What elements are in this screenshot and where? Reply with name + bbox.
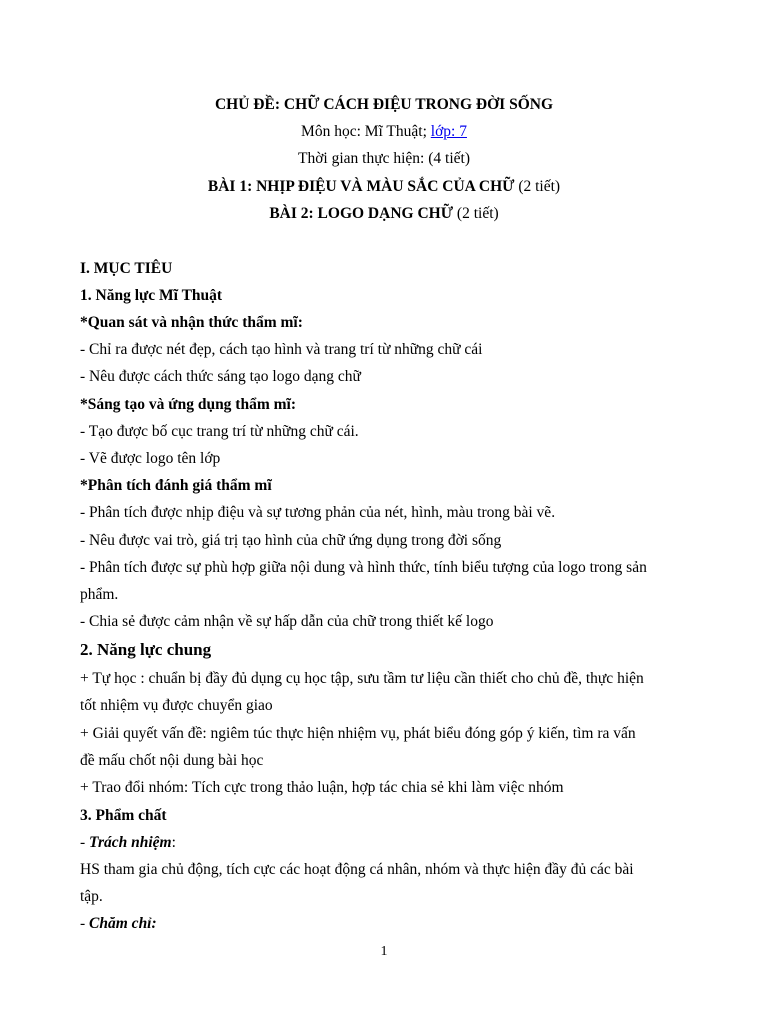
- lesson2-line: BÀI 2: LOGO DẠNG CHỮ (2 tiết): [269, 205, 499, 222]
- general-competence-heading: 2. Năng lực chung: [80, 640, 212, 659]
- list-item: - Nêu được vai trò, giá trị tạo hình của chữ ứng dụng trong đời sống: [80, 532, 502, 549]
- objectives-heading: I. MỤC TIÊU: [80, 260, 173, 277]
- list-item: - Nêu được cách thức sáng tạo logo dạng chữ: [80, 368, 361, 385]
- list-item: tốt nhiệm vụ được chuyển giao: [80, 697, 273, 714]
- list-item: + Giải quyết vấn đề: ngiêm túc thực hiện nhiệm vụ, phát biểu đóng góp ý kiến, tìm ra vấn: [80, 725, 636, 742]
- list-item: - Chia sẻ được cảm nhận về sự hấp dẫn của chữ trong thiết kế logo: [80, 613, 494, 630]
- list-item: - Tạo được bố cục trang trí từ những chữ cái.: [80, 423, 359, 440]
- list-item: - Vẽ được logo tên lớp: [80, 450, 221, 467]
- analyze-heading: *Phân tích đánh giá thẩm mĩ: [80, 477, 272, 494]
- page-number: 1: [380, 944, 388, 959]
- list-item: + Tự học : chuẩn bị đầy đủ dụng cụ học tập, sưu tầm tư liệu cần thiết cho chủ đề, thực hiện: [80, 670, 644, 687]
- list-item: phẩm.: [80, 586, 119, 603]
- topic-title: CHỦ ĐỀ: CHỮ CÁCH ĐIỆU TRONG ĐỜI SỐNG: [214, 96, 553, 113]
- qualities-heading: 3. Phẩm chất: [80, 807, 167, 824]
- list-item: - Phân tích được nhịp điệu và sự tương phản của nét, hình, màu trong bài vẽ.: [80, 504, 556, 521]
- art-competence-heading: 1. Năng lực Mĩ Thuật: [80, 287, 223, 304]
- list-item: HS tham gia chủ động, tích cực các hoạt động cá nhân, nhóm và thực hiện đầy đủ các bài: [80, 861, 634, 878]
- list-item: - Phân tích được sự phù hợp giữa nội dung và hình thức, tính biểu tượng của logo trong sản: [80, 559, 647, 576]
- responsibility-label: - Trách nhiệm:: [80, 834, 176, 851]
- grade-link[interactable]: lớp: 7: [430, 123, 467, 140]
- list-item: đề mấu chốt nội dung bài học: [80, 752, 264, 769]
- duration-line: Thời gian thực hiện: (4 tiết): [298, 150, 470, 167]
- list-item: - Chỉ ra được nét đẹp, cách tạo hình và trang trí từ những chữ cái: [80, 341, 483, 358]
- observe-heading: *Quan sát và nhận thức thẩm mĩ:: [80, 314, 303, 331]
- list-item: + Trao đổi nhóm: Tích cực trong thảo luận, hợp tác chia sẻ khi làm việc nhóm: [80, 779, 564, 796]
- subject-line: Môn học: Mĩ Thuật; lớp: 7: [301, 123, 467, 140]
- lesson1-line: BÀI 1: NHỊP ĐIỆU VÀ MÀU SẮC CỦA CHỮ (2 tiết): [207, 178, 561, 195]
- diligence-label: - Chăm chỉ:: [80, 915, 157, 932]
- list-item: tập.: [80, 888, 103, 905]
- create-heading: *Sáng tạo và ứng dụng thẩm mĩ:: [80, 396, 297, 413]
